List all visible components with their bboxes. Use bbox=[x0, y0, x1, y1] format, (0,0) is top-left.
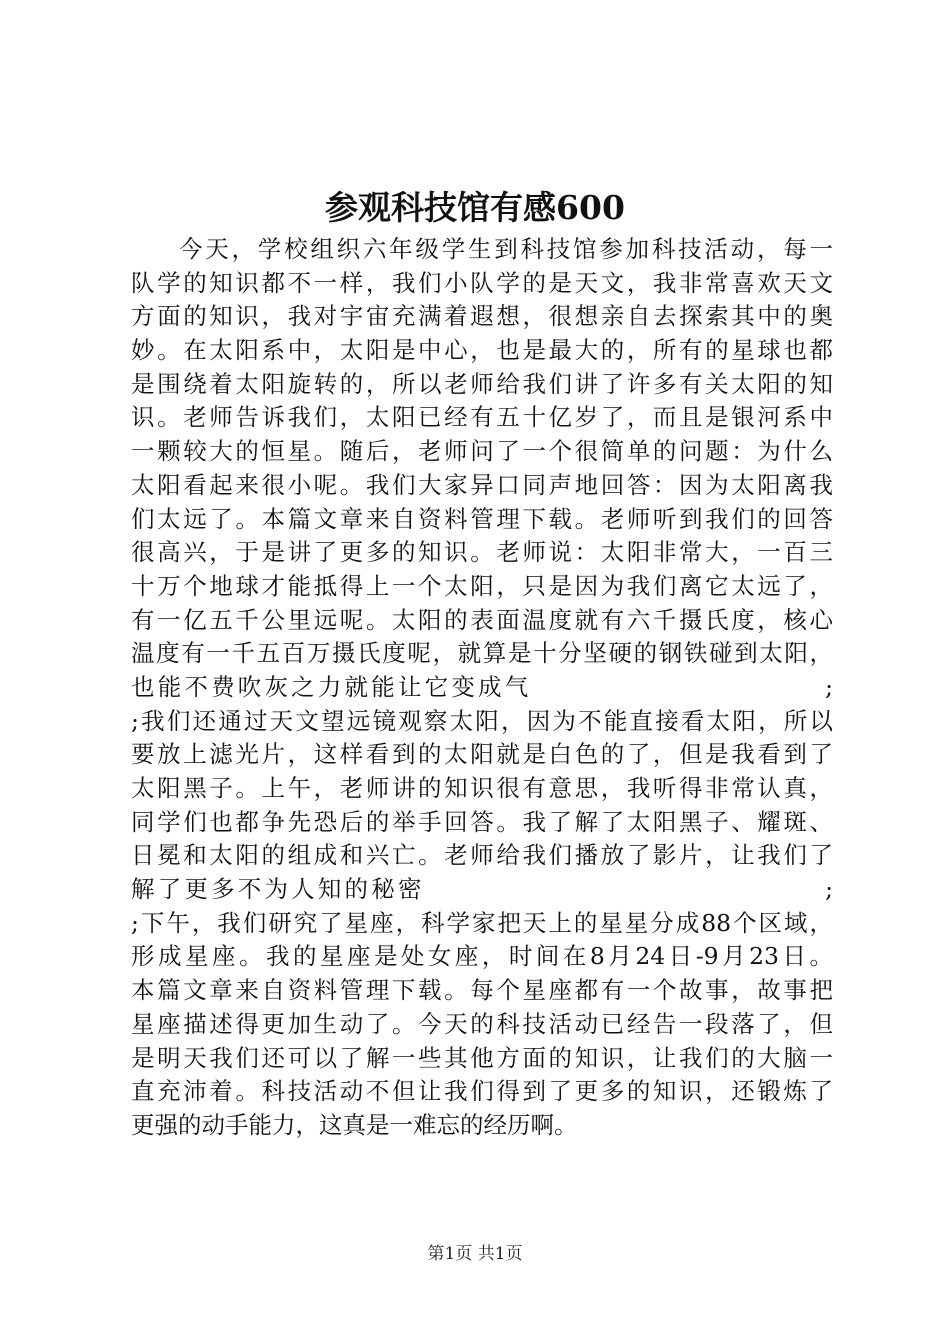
document-title: 参观科技馆有感600 bbox=[325, 188, 625, 227]
text-line: 队学的知识都不一样，我们小队学的是天文，我非常喜欢天文 bbox=[131, 268, 833, 297]
text-line: 形成星座。我的星座是处女座，时间在8月24日-9月23日。 bbox=[131, 942, 833, 971]
text-line: 温度有一千五百万摄氏度呢，就算是十分坚硬的钢铁碰到太阳， bbox=[131, 639, 833, 668]
text-line: 本篇文章来自资料管理下载。每个星座都有一个故事，故事把 bbox=[131, 976, 833, 1005]
text-line: 一颗较大的恒星。随后，老师问了一个很简单的问题：为什么 bbox=[131, 437, 833, 466]
text-line: 直充沛着。科技活动不但让我们得到了更多的知识，还锻炼了 bbox=[131, 1077, 833, 1106]
body-paragraph bbox=[131, 233, 833, 1143]
text-line: 太阳黑子。上午，老师讲的知识很有意思，我听得非常认真， bbox=[131, 774, 833, 802]
text-line: 要放上滤光片，这样看到的太阳就是白色的了，但是我看到了 bbox=[131, 740, 833, 769]
text-line: 太阳看起来很小呢。我们大家异口同声地回答：因为太阳离我 bbox=[131, 470, 833, 499]
text-line: ;下午，我们研究了星座，科学家把天上的星星分成88个区域， bbox=[131, 908, 833, 937]
text-line: 今天，学校组织六年级学生到科技馆参加科技活动，每一 bbox=[179, 235, 833, 263]
text-line: 是围绕着太阳旋转的，所以老师给我们讲了许多有关太阳的知 bbox=[131, 369, 833, 398]
text-line: 星座描述得更加生动了。今天的科技活动已经告一段落了，但 bbox=[131, 1009, 833, 1038]
text-line: 同学们也都争先恐后的举手回答。我了解了太阳黑子、耀斑、 bbox=[131, 807, 833, 836]
text-line: 是明天我们还可以了解一些其他方面的知识，让我们的大脑一 bbox=[131, 1043, 833, 1072]
text-line: 们太远了。本篇文章来自资料管理下载。老师听到我们的回答 bbox=[131, 504, 833, 533]
text-line: 日冕和太阳的组成和兴亡。老师给我们播放了影片，让我们了 bbox=[131, 841, 833, 870]
text-line: 识。老师告诉我们，太阳已经有五十亿岁了，而且是银河系中 bbox=[131, 403, 833, 432]
text-line: 很高兴，于是讲了更多的知识。老师说：太阳非常大，一百三 bbox=[131, 538, 833, 567]
text-line: 方面的知识，我对宇宙充满着遐想，很想亲自去探索其中的奥 bbox=[131, 302, 833, 331]
text-line: 也能不费吹灰之力就能让它变成气 ; bbox=[131, 672, 833, 701]
text-line: 妙。在太阳系中，太阳是中心，也是最大的，所有的星球也都 bbox=[131, 336, 833, 365]
text-line: 十万个地球才能抵得上一个太阳，只是因为我们离它太远了， bbox=[131, 571, 833, 600]
text-line: 解了更多不为人知的秘密 ; bbox=[131, 875, 833, 904]
text-line: 有一亿五千公里远呢。太阳的表面温度就有六千摄氏度，核心 bbox=[131, 605, 833, 634]
text-line: ;我们还通过天文望远镜观察太阳，因为不能直接看太阳，所以 bbox=[131, 706, 833, 735]
page-footer: 第1页 共1页 bbox=[427, 1244, 523, 1264]
text-line: 更强的动手能力，这真是一难忘的经历啊。 bbox=[131, 1110, 578, 1139]
